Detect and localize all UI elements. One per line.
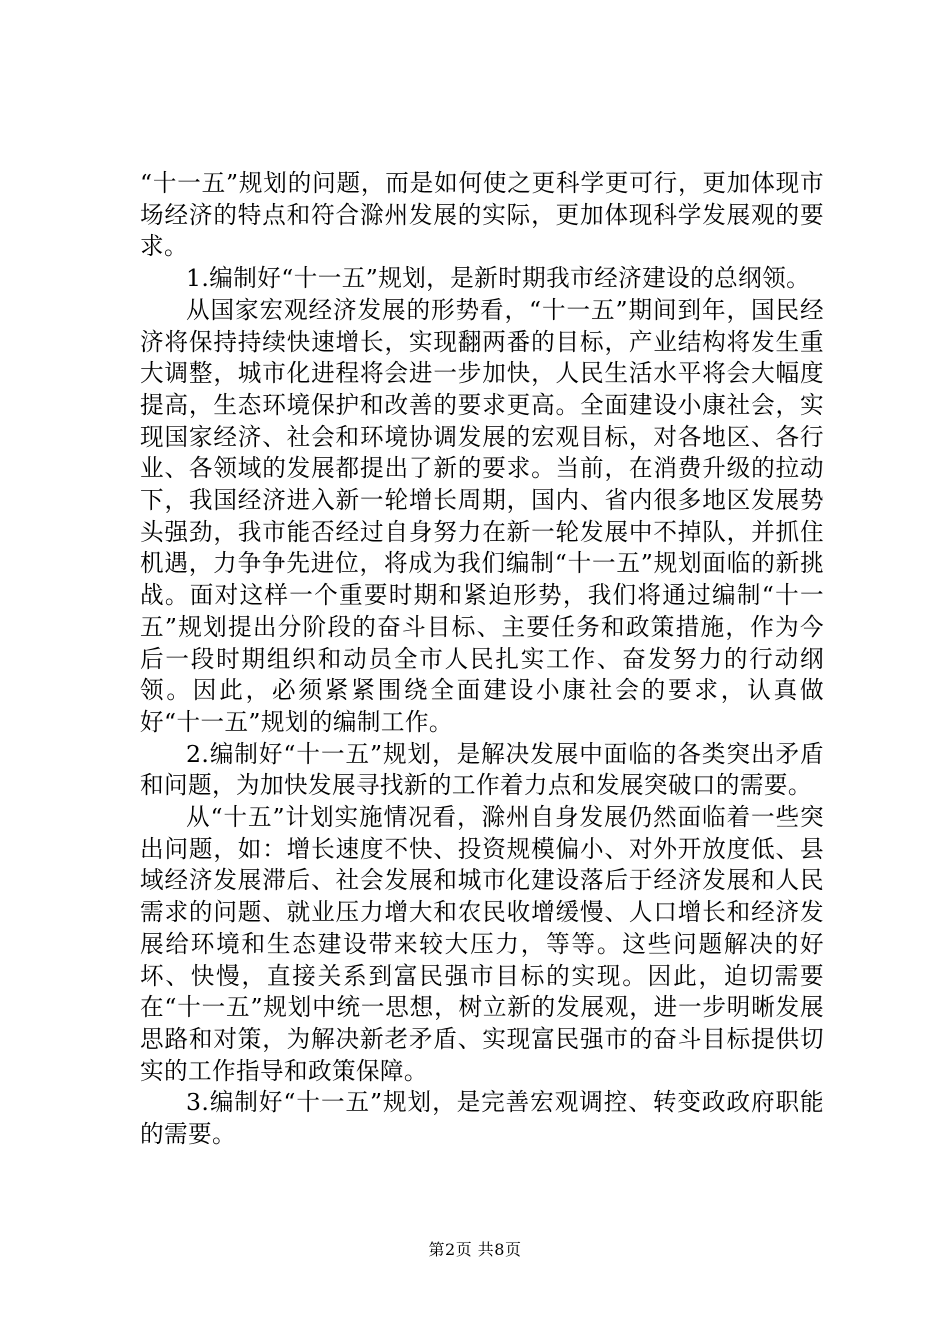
paragraph-heading-3: 3.编制好“十一五”规划，是完善宏观调控、转变政政府职能的需要。: [140, 1088, 824, 1149]
paragraph-heading-1: 1.编制好“十一五”规划，是新时期我市经济建设的总纲领。: [186, 264, 811, 293]
paragraph-continuation: “十一五”规划的问题，而是如何使之更科学更可行，更加体现市场经济的特点和符合滁州发展的实际，更加体现科学发展观的要求。: [140, 169, 824, 261]
document-body: [140, 168, 824, 1151]
page-number-footer: 第2页 共8页: [428, 1240, 522, 1259]
paragraph-body-1: 从国家宏观经济发展的形势看，“十一五”期间到年，国民经济将保持持续快速增长，实现翻两番的目标，产业结构将发生重大调整，城市化进程将会进一步加快，人民生活水平将会大幅度提高，生态环境保护和改善的要求更高。全面建设小康社会，实现国家经济、社会和环境协调发展的宏观目标，对各地区、各行业、各领域的发展都提出了新的要求。当前，在消费升级的拉动下，我国经济进入新一轮增长周期，国内、省内很多地区发展势头强劲，我市能否经过自身努力在新一轮发展中不掉队，并抓住机遇，力争争先进位，将成为我们编制“十一五”规划面临的新挑战。面对这样一个重要时期和紧迫形势，我们将通过编制“十一五”规划提出分阶段的奋斗目标、主要任务和政策措施，作为今后一段时期组织和动员全市人民扎实工作、奋发努力的行动纲领。因此，必须紧紧围绕全面建设小康社会的要求，认真做好“十一五”规划的编制工作。: [140, 295, 824, 736]
paragraph-heading-2: 2.编制好“十一五”规划，是解决发展中面临的各类突出矛盾和问题，为加快发展寻找新的工作着力点和发展突破口的需要。: [140, 739, 824, 800]
paragraph-body-2: 从“十五”计划实施情况看，滁州自身发展仍然面临着一些突出问题，如：增长速度不快、投资规模偏小、对外开放度低、县域经济发展滞后、社会发展和城市化建设落后于经济发展和人民需求的问题、就业压力增大和农民收增缓慢、人口增长和经济发展给环境和生态建设带来较大压力，等等。这些问题解决的好坏、快慢，直接关系到富民强市目标的实现。因此，迫切需要在“十一五”规划中统一思想，树立新的发展观，进一步明晰发展思路和对策，为解决新老矛盾、实现富民强市的奋斗目标提供切实的工作指导和政策保障。: [140, 803, 824, 1085]
